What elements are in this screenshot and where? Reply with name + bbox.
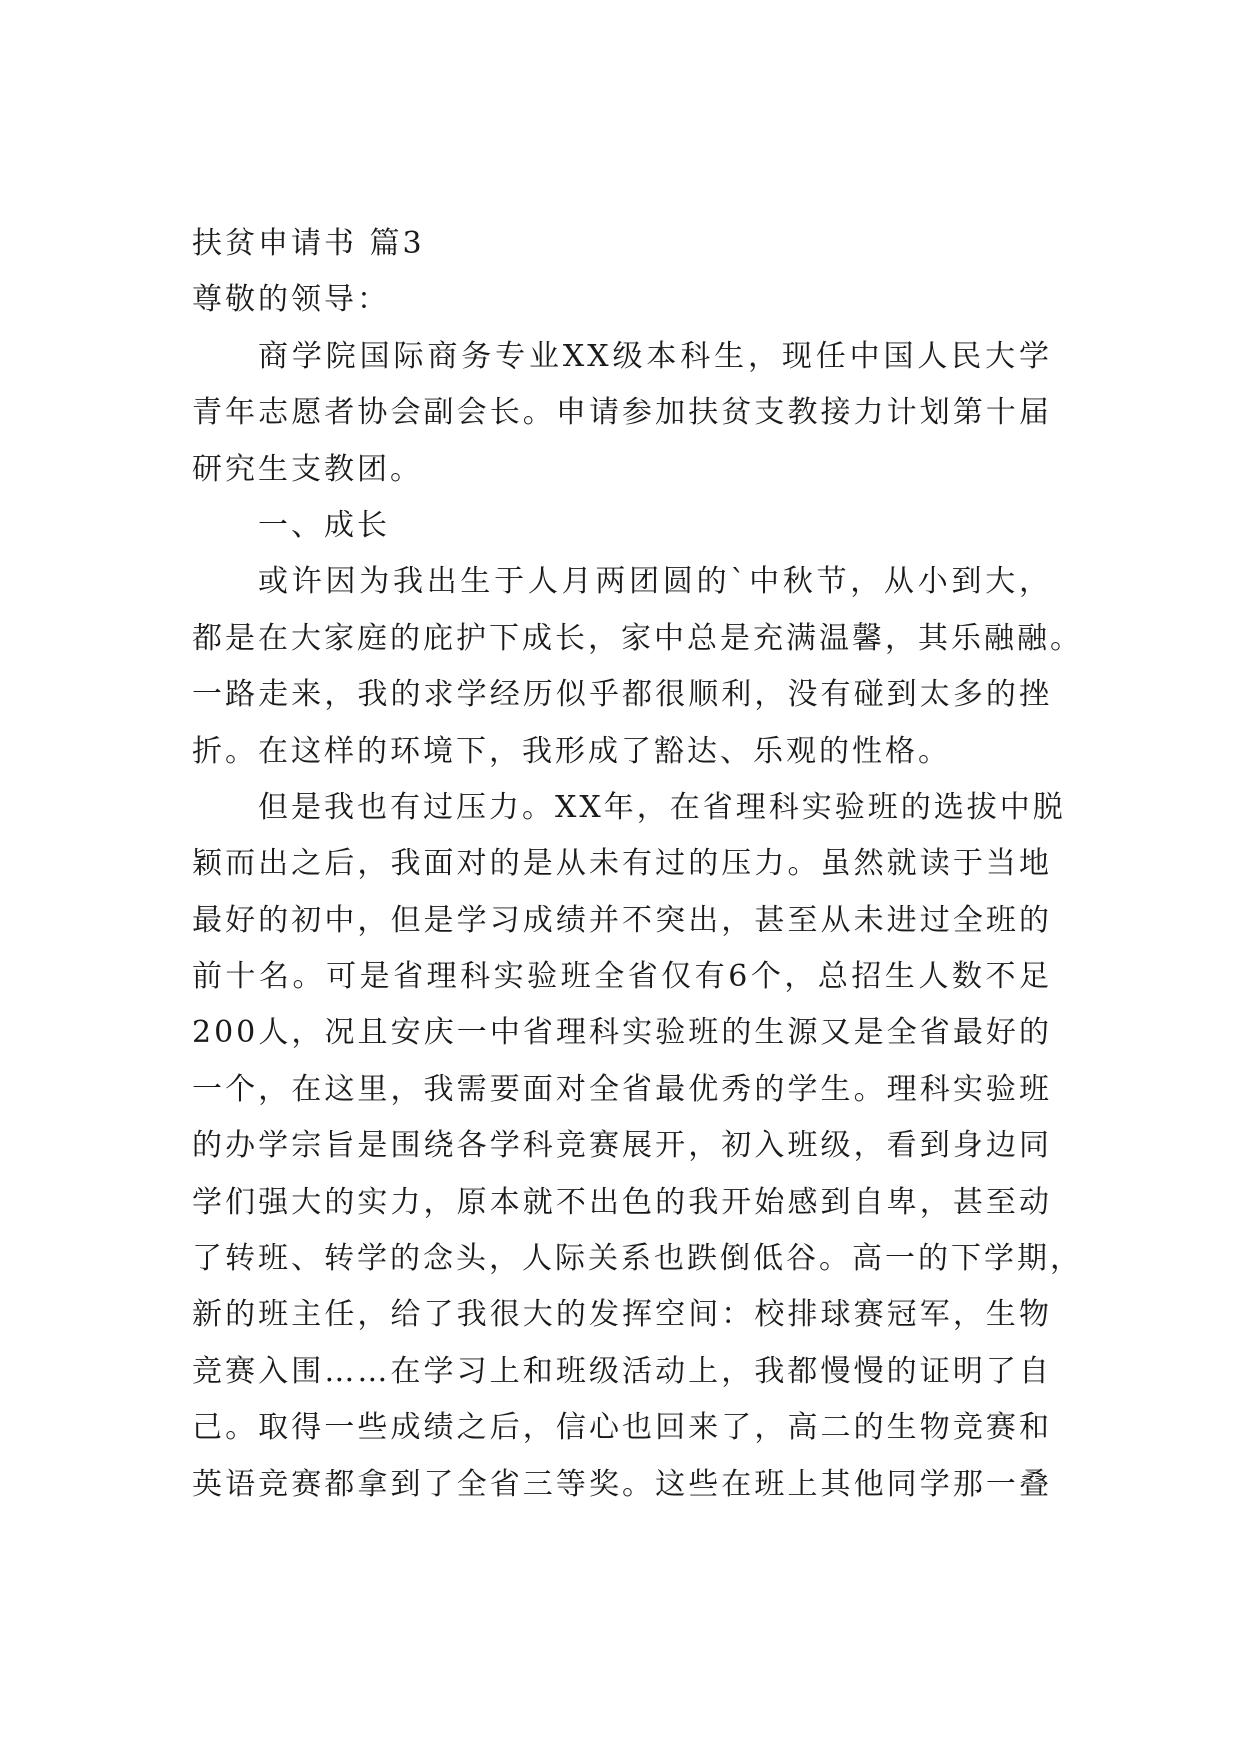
paragraph-line: 200人，况且安庆一中省理科实验班的生源又是全省最好的 <box>192 1015 1052 1051</box>
paragraph-line: 了转班、转学的念头，人际关系也跌倒低谷。高一的下学期， <box>192 1241 1083 1277</box>
paragraph-line: 颖而出之后，我面对的是从未有过的压力。虽然就读于当地 <box>192 846 1052 882</box>
document-body <box>192 216 1083 1513</box>
paragraph-line: 前十名。可是省理科实验班全省仅有6个，总招生人数不足 <box>192 959 1052 995</box>
paragraph-line: 的办学宗旨是围绕各学科竞赛展开，初入班级，看到身边同 <box>192 1128 1052 1164</box>
paragraph-line: 英语竞赛都拿到了全省三等奖。这些在班上其他同学那一叠 <box>192 1466 1052 1502</box>
paragraph-line: 折。在这样的环境下，我形成了豁达、乐观的性格。 <box>192 733 951 769</box>
paragraph-line: 都是在大家庭的庇护下成长，家中总是充满温馨，其乐融融。 <box>192 620 1083 656</box>
paragraph-line: 竞赛入围……在学习上和班级活动上，我都慢慢的证明了自 <box>192 1353 1052 1389</box>
paragraph-line: 己。取得一些成绩之后，信心也回来了，高二的生物竞赛和 <box>192 1410 1052 1446</box>
paragraph-line: 最好的初中，但是学习成绩并不突出，甚至从未进过全班的 <box>192 902 1052 938</box>
paragraph-line: 一路走来，我的求学经历似乎都很顺利，没有碰到太多的挫 <box>192 677 1052 713</box>
salutation: 尊敬的领导： <box>192 282 390 318</box>
paragraph-line: 但是我也有过压力。XX年，在省理科实验班的选拔中脱 <box>258 789 1066 825</box>
paragraph-line: 或许因为我出生于人月两团圆的`中秋节，从小到大， <box>258 564 1052 600</box>
paragraph-line: 一个，在这里，我需要面对全省最优秀的学生。理科实验班 <box>192 1071 1052 1107</box>
paragraph-line: 新的班主任，给了我很大的发挥空间：校排球赛冠军，生物 <box>192 1297 1052 1333</box>
paragraph-line: 研究生支教团。 <box>192 451 423 487</box>
document-title: 扶贫申请书 篇3 <box>192 226 425 261</box>
paragraph-line: 青年志愿者协会副会长。申请参加扶贫支教接力计划第十届 <box>192 395 1052 431</box>
paragraph-line: 商学院国际商务专业XX级本科生，现任中国人民大学 <box>258 338 1052 374</box>
section-heading: 一、成长 <box>258 507 390 543</box>
paragraph-line: 学们强大的实力，原本就不出色的我开始感到自卑，甚至动 <box>192 1184 1052 1220</box>
